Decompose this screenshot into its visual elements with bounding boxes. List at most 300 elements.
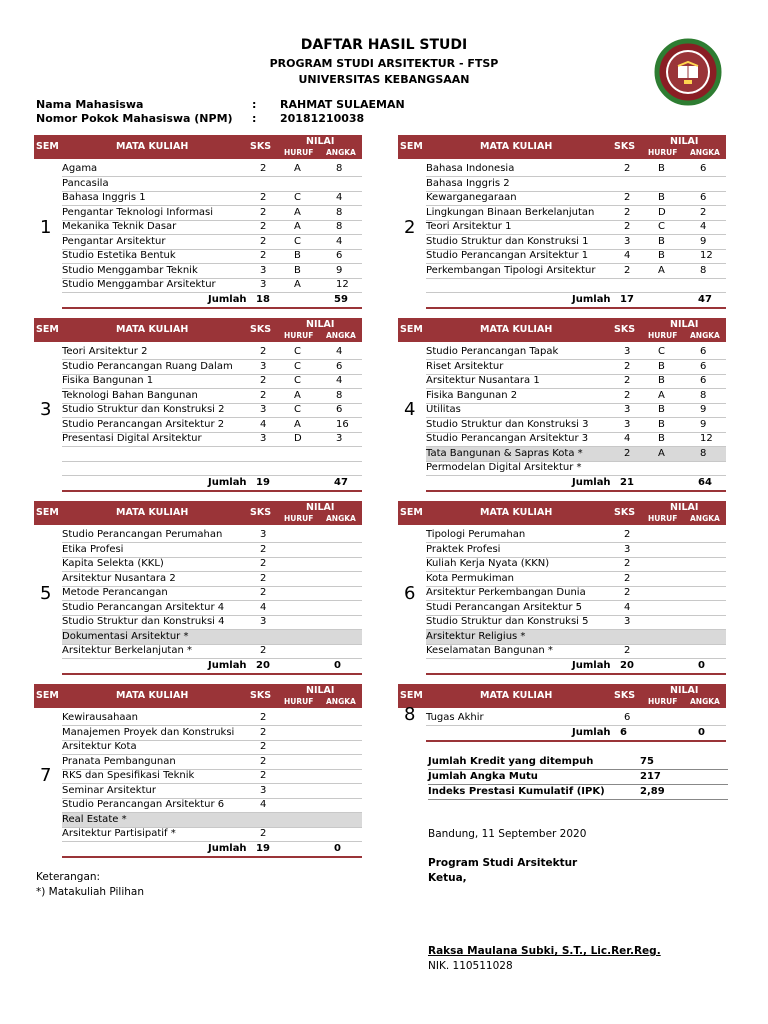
header-mata-kuliah: MATA KULIAH [116, 324, 189, 335]
course-row [62, 220, 362, 235]
header-mata-kuliah: MATA KULIAH [116, 690, 189, 701]
course-grade-letter: D [658, 206, 666, 218]
header-nilai: NILAI [306, 685, 335, 696]
course-name: Studio Perancangan Arsitektur 6 [62, 799, 225, 810]
course-row [62, 572, 362, 587]
jumlah-label: Jumlah [208, 293, 247, 305]
student-name-value: RAHMAT SULAEMAN [280, 98, 405, 111]
course-row [62, 360, 362, 375]
course-row [426, 586, 726, 601]
course-name: Lingkungan Binaan Berkelanjutan [426, 206, 595, 218]
course-grade-number: 12 [700, 433, 713, 444]
header-huruf: HURUF [284, 697, 314, 706]
course-grade-letter: C [294, 360, 301, 372]
course-row [426, 711, 726, 726]
course-row [62, 447, 362, 462]
summary-label: Jumlah Angka Mutu [428, 771, 538, 782]
course-name: Pengantar Teknologi Informasi [62, 206, 214, 218]
course-row [62, 528, 362, 543]
header-sks: SKS [250, 324, 272, 335]
course-sks: 2 [260, 755, 267, 767]
course-row [62, 711, 362, 726]
student-name-label: Nama Mahasiswa [36, 98, 144, 111]
header-nilai: NILAI [670, 502, 699, 513]
header-huruf: HURUF [648, 697, 678, 706]
semester-number: 8 [404, 704, 416, 725]
header-mata-kuliah: MATA KULIAH [480, 690, 553, 701]
course-name: Teori Arsitektur 2 [62, 346, 148, 357]
course-row [426, 557, 726, 572]
course-sks: 2 [260, 770, 267, 781]
course-name: Metode Perancangan [62, 587, 168, 598]
document-title: DAFTAR HASIL STUDI [300, 37, 468, 53]
jumlah-label: Jumlah [208, 476, 247, 488]
course-grade-number: 8 [336, 206, 343, 218]
jumlah-label: Jumlah [208, 842, 247, 854]
header-sem: SEM [36, 324, 59, 335]
course-name: Studio Menggambar Teknik [62, 264, 198, 276]
course-row [62, 461, 362, 476]
course-sks: 3 [260, 784, 267, 796]
course-sks: 2 [260, 572, 267, 584]
course-name: Arsitektur Kota [62, 741, 137, 752]
jumlah-angka: 64 [698, 476, 712, 488]
jumlah-sks: 21 [620, 476, 634, 488]
course-name: Studio Perancangan Arsitektur 4 [62, 601, 225, 613]
header-sks: SKS [250, 507, 272, 518]
semester-number: 1 [40, 217, 52, 238]
course-sks: 2 [260, 712, 267, 723]
course-grade-number: 9 [700, 235, 707, 247]
course-name: Studio Estetika Bentuk [62, 250, 176, 261]
course-grade-letter: A [294, 389, 301, 401]
course-grade-letter: B [658, 192, 665, 203]
course-sks: 2 [624, 558, 631, 569]
course-row [426, 191, 726, 206]
course-sks: 2 [260, 163, 267, 174]
course-sks: 3 [624, 235, 631, 247]
course-sks: 6 [624, 712, 631, 723]
course-grade-letter: A [294, 163, 301, 174]
program-title: PROGRAM STUDI ARSITEKTUR - FTSP [269, 57, 499, 70]
jumlah-angka: 47 [698, 293, 712, 305]
course-row [62, 177, 362, 192]
university-name: UNIVERSITAS KEBANGSAAN [298, 73, 470, 86]
summary-total-points [428, 770, 728, 785]
course-row [62, 813, 362, 828]
signature-role: Ketua, [428, 872, 467, 884]
jumlah-sks: 19 [256, 842, 270, 854]
course-sks: 2 [260, 235, 267, 247]
course-name: Studio Struktur dan Konstruksi 2 [62, 404, 225, 415]
course-sks: 2 [260, 741, 267, 752]
course-name: Arsitektur Perkembangan Dunia [426, 587, 586, 598]
notes-title: Keterangan: [36, 871, 101, 883]
header-angka: ANGKA [326, 514, 356, 523]
course-name: Arsitektur Partisipatif * [62, 828, 176, 839]
course-name: Tugas Akhir [426, 712, 484, 723]
course-grade-letter: A [294, 221, 301, 232]
course-grade-number: 6 [336, 250, 343, 261]
course-sks: 4 [624, 250, 631, 261]
course-grade-number: 9 [336, 264, 343, 276]
header-nilai: NILAI [306, 319, 335, 330]
table-header [34, 318, 362, 342]
course-sks: 2 [260, 558, 267, 569]
course-sks: 3 [260, 264, 267, 276]
course-name: Studio Menggambar Arsitektur [62, 279, 216, 290]
course-row [62, 206, 362, 221]
course-sks: 3 [624, 418, 631, 430]
course-name: Teori Arsitektur 1 [426, 221, 512, 232]
course-row [62, 374, 362, 389]
course-row [62, 389, 362, 404]
course-sks: 4 [260, 418, 267, 430]
course-sks: 2 [624, 572, 631, 584]
course-grade-number: 9 [700, 418, 707, 430]
summary-value: 75 [640, 756, 654, 767]
jumlah-sks: 20 [620, 659, 634, 671]
course-row [62, 769, 362, 784]
course-name: Teknologi Bahan Bangunan [62, 389, 198, 401]
course-row [426, 461, 726, 476]
course-sks: 2 [624, 529, 631, 540]
student-npm-value: 20181210038 [280, 112, 365, 125]
course-grade-letter: B [658, 235, 665, 247]
course-grade-letter: C [294, 346, 301, 357]
course-row [62, 557, 362, 572]
course-row [426, 601, 726, 616]
course-grade-letter: A [658, 447, 665, 459]
course-grade-number: 4 [336, 375, 343, 386]
course-sks: 2 [624, 206, 631, 218]
table-header [398, 501, 726, 525]
course-grade-letter: C [294, 192, 301, 203]
header-huruf: HURUF [284, 514, 314, 523]
header-sem: SEM [400, 690, 423, 701]
course-row [62, 755, 362, 770]
course-grade-number: 16 [336, 418, 349, 430]
course-name: Pranata Pembangunan [62, 755, 176, 767]
header-mata-kuliah: MATA KULIAH [480, 507, 553, 518]
course-name: Perkembangan Tipologi Arsitektur [426, 264, 596, 276]
header-angka: ANGKA [690, 148, 720, 157]
header-sks: SKS [614, 507, 636, 518]
jumlah-label: Jumlah [572, 476, 611, 488]
course-sks: 2 [624, 375, 631, 386]
header-sem: SEM [400, 507, 423, 518]
header-angka: ANGKA [690, 697, 720, 706]
course-name: Kewarganegaraan [426, 192, 517, 203]
header-sem: SEM [36, 507, 59, 518]
signature-program: Program Studi Arsitektur [428, 857, 578, 869]
course-row [62, 278, 362, 293]
course-grade-letter: C [294, 404, 301, 415]
course-grade-number: 4 [336, 346, 343, 357]
course-sks: 3 [260, 433, 267, 444]
header-huruf: HURUF [284, 148, 314, 157]
course-grade-letter: B [658, 360, 665, 372]
course-sks: 4 [260, 799, 267, 810]
course-name: Studio Perancangan Ruang Dalam [62, 360, 233, 372]
course-sks: 3 [260, 529, 267, 540]
course-sks: 2 [260, 375, 267, 386]
course-row [426, 403, 726, 418]
course-name: RKS dan Spesifikasi Teknik [62, 770, 195, 781]
course-row [62, 784, 362, 799]
course-sks: 2 [260, 221, 267, 232]
course-row [62, 726, 362, 741]
header-huruf: HURUF [648, 514, 678, 523]
course-grade-letter: A [294, 206, 301, 218]
course-sks: 2 [624, 587, 631, 598]
header-sks: SKS [614, 141, 636, 152]
jumlah-angka: 47 [334, 476, 348, 488]
course-name: Agama [62, 163, 98, 174]
course-sks: 2 [624, 447, 631, 459]
header-sem: SEM [400, 324, 423, 335]
course-sks: 3 [624, 346, 631, 357]
course-row [426, 206, 726, 221]
course-row [426, 389, 726, 404]
course-sks: 2 [624, 163, 631, 174]
header-angka: ANGKA [690, 514, 720, 523]
course-name: Studio Struktur dan Konstruksi 3 [426, 418, 589, 430]
course-row [62, 235, 362, 250]
course-name: Keselamatan Bangunan * [426, 645, 553, 656]
header-sks: SKS [250, 690, 272, 701]
course-sks: 2 [260, 587, 267, 598]
course-row [62, 543, 362, 558]
course-name: Pancasila [62, 177, 109, 189]
course-grade-letter: C [658, 346, 665, 357]
course-name: Bahasa Inggris 2 [426, 177, 510, 189]
course-name: Real Estate * [62, 813, 127, 825]
header-sem: SEM [36, 690, 59, 701]
course-grade-letter: C [294, 375, 301, 386]
course-row [62, 403, 362, 418]
jumlah-sks: 18 [256, 293, 270, 305]
signature-nik: NIK. 110511028 [428, 960, 513, 972]
course-name: Permodelan Digital Arsitektur * [426, 462, 582, 473]
course-row [62, 827, 362, 842]
course-sks: 4 [260, 601, 267, 613]
course-grade-number: 6 [336, 404, 343, 415]
course-name: Kota Permukiman [426, 572, 515, 584]
course-name: Studio Perancangan Tapak [426, 346, 559, 357]
semester-number: 4 [404, 399, 416, 420]
student-npm-label: Nomor Pokok Mahasiswa (NPM) [36, 112, 233, 125]
course-sks: 2 [260, 389, 267, 401]
course-name: Riset Arsitektur [426, 360, 504, 372]
course-name: Dokumentasi Arsitektur * [62, 630, 189, 642]
course-sks: 3 [260, 279, 267, 290]
course-sks: 3 [260, 404, 267, 415]
header-angka: ANGKA [690, 331, 720, 340]
course-row [62, 249, 362, 264]
header-sks: SKS [614, 690, 636, 701]
course-row [62, 264, 362, 279]
jumlah-angka: 0 [334, 659, 341, 671]
course-row [62, 345, 362, 360]
course-grade-number: 6 [700, 192, 707, 203]
course-sks: 4 [624, 601, 631, 613]
course-grade-number: 8 [700, 447, 707, 459]
course-name: Praktek Profesi [426, 543, 501, 555]
course-sks: 3 [624, 616, 631, 627]
course-grade-number: 2 [700, 206, 707, 218]
course-name: Manajemen Proyek dan Konstruksi [62, 726, 235, 738]
header-sem: SEM [36, 141, 59, 152]
course-row [426, 249, 726, 264]
jumlah-sks: 20 [256, 659, 270, 671]
header-mata-kuliah: MATA KULIAH [116, 141, 189, 152]
course-sks: 2 [624, 360, 631, 372]
course-grade-number: 8 [700, 389, 707, 401]
summary-value: 2,89 [640, 786, 665, 797]
jumlah-row [62, 842, 362, 858]
jumlah-row [62, 293, 362, 309]
course-sks: 2 [624, 192, 631, 203]
course-name: Tipologi Perumahan [426, 529, 526, 540]
course-name: Arsitektur Nusantara 2 [62, 572, 176, 584]
colon: : [252, 112, 257, 125]
course-sks: 2 [260, 346, 267, 357]
header-nilai: NILAI [306, 136, 335, 147]
course-name: Studi Perancangan Arsitektur 5 [426, 601, 582, 613]
header-nilai: NILAI [670, 136, 699, 147]
course-name: Studio Struktur dan Konstruksi 5 [426, 616, 589, 627]
course-row [426, 374, 726, 389]
course-grade-number: 8 [336, 221, 343, 232]
course-grade-number: 6 [700, 163, 707, 174]
course-grade-number: 6 [700, 375, 707, 386]
header-angka: ANGKA [326, 148, 356, 157]
course-grade-letter: B [658, 163, 665, 174]
course-row [426, 235, 726, 250]
course-grade-number: 9 [700, 404, 707, 415]
jumlah-row [426, 726, 726, 742]
jumlah-label: Jumlah [572, 659, 611, 671]
course-sks: 4 [624, 433, 631, 444]
course-row [426, 644, 726, 659]
course-name: Fisika Bangunan 1 [62, 375, 154, 386]
course-row [426, 447, 726, 462]
table-header [398, 135, 726, 159]
semester-number: 2 [404, 217, 416, 238]
jumlah-angka: 0 [334, 842, 341, 854]
summary-total-credits [428, 755, 728, 770]
course-name: Tata Bangunan & Sapras Kota * [426, 447, 583, 459]
course-row [62, 432, 362, 447]
course-row [62, 418, 362, 433]
course-row [62, 191, 362, 206]
header-nilai: NILAI [306, 502, 335, 513]
course-grade-letter: B [294, 250, 301, 261]
course-grade-number: 6 [700, 360, 707, 372]
course-grade-letter: B [658, 418, 665, 430]
course-grade-number: 8 [336, 163, 343, 174]
jumlah-sks: 17 [620, 293, 634, 305]
jumlah-label: Jumlah [572, 726, 611, 738]
course-row [426, 177, 726, 192]
course-grade-letter: C [294, 235, 301, 247]
jumlah-row [426, 659, 726, 675]
course-row [426, 278, 726, 293]
jumlah-label: Jumlah [572, 293, 611, 305]
header-huruf: HURUF [284, 331, 314, 340]
table-header [398, 318, 726, 342]
course-sks: 2 [624, 389, 631, 401]
course-grade-letter: D [294, 433, 302, 444]
course-name: Kapita Selekta (KKL) [62, 558, 164, 569]
header-mata-kuliah: MATA KULIAH [116, 507, 189, 518]
course-grade-letter: A [294, 279, 301, 290]
header-nilai: NILAI [670, 685, 699, 696]
course-name: Kewirausahaan [62, 712, 139, 723]
jumlah-row [426, 476, 726, 492]
course-grade-letter: C [658, 221, 665, 232]
header-angka: ANGKA [326, 697, 356, 706]
header-sem: SEM [400, 141, 423, 152]
course-grade-letter: B [658, 250, 665, 261]
course-sks: 3 [260, 616, 267, 627]
course-sks: 2 [624, 645, 631, 656]
header-huruf: HURUF [648, 148, 678, 157]
course-grade-number: 4 [336, 235, 343, 247]
course-row [62, 586, 362, 601]
jumlah-angka: 0 [698, 659, 705, 671]
course-name: Pengantar Arsitektur [62, 235, 166, 247]
course-name: Arsitektur Berkelanjutan * [62, 645, 192, 656]
course-grade-number: 6 [700, 346, 707, 357]
course-name: Seminar Arsitektur [62, 784, 156, 796]
header-sks: SKS [614, 324, 636, 335]
course-name: Studio Perancangan Arsitektur 2 [62, 418, 225, 430]
jumlah-angka: 59 [334, 293, 348, 305]
course-grade-letter: B [658, 433, 665, 444]
course-row [426, 615, 726, 630]
summary-label: Indeks Prestasi Kumulatif (IPK) [428, 786, 605, 797]
header-sks: SKS [250, 141, 272, 152]
course-row [426, 528, 726, 543]
jumlah-angka: 0 [698, 726, 705, 738]
course-row [62, 630, 362, 645]
course-name: Fisika Bangunan 2 [426, 389, 518, 401]
course-name: Presentasi Digital Arsitektur [62, 433, 202, 444]
course-row [62, 162, 362, 177]
jumlah-label: Jumlah [208, 659, 247, 671]
course-grade-number: 8 [336, 389, 343, 401]
course-sks: 3 [624, 543, 631, 555]
summary-label: Jumlah Kredit yang ditempuh [428, 756, 594, 767]
course-row [426, 543, 726, 558]
notes-elective: *) Matakuliah Pilihan [36, 886, 144, 898]
course-name: Mekanika Teknik Dasar [62, 221, 177, 232]
course-row [62, 644, 362, 659]
course-row [62, 740, 362, 755]
course-name: Studio Struktur dan Konstruksi 1 [426, 235, 589, 247]
course-name: Utilitas [426, 404, 461, 415]
course-name: Studio Perancangan Perumahan [62, 529, 223, 540]
course-row [426, 572, 726, 587]
signature-name: Raksa Maulana Subki, S.T., Lic.Rer.Reg. [428, 945, 661, 957]
course-sks: 3 [624, 404, 631, 415]
course-row [62, 615, 362, 630]
header-angka: ANGKA [326, 331, 356, 340]
header-mata-kuliah: MATA KULIAH [480, 324, 553, 335]
university-logo-icon [654, 38, 722, 106]
